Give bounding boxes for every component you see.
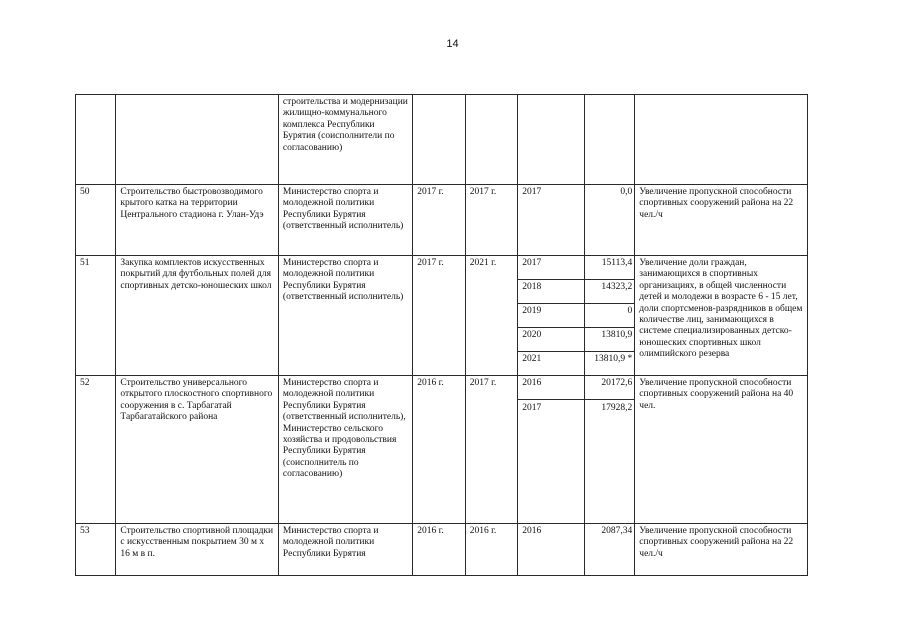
finance-year: 2020 <box>518 328 585 352</box>
finance-amount <box>584 95 634 185</box>
executor: Министерство спорта и молодежной политики Республики Бурятия (ответственный исполнитель) <box>278 256 412 376</box>
expected-result <box>635 95 808 185</box>
end-year: 2016 г. <box>465 524 518 576</box>
finance-amount: 20172,6 <box>584 376 634 400</box>
finance-amount: 2087,34 <box>584 524 634 576</box>
measures-table <box>75 94 808 576</box>
expected-result: Увеличение пропускной способности спортивных сооружений района на 40 чел. <box>635 376 808 524</box>
finance-year: 2019 <box>518 304 585 328</box>
finance-year: 2016 <box>518 524 585 576</box>
table-row-52 <box>76 376 808 400</box>
row-number: 53 <box>76 524 116 576</box>
table-row-continuation <box>76 95 808 185</box>
start-year: 2017 г. <box>413 256 466 376</box>
finance-amount: 13810,9 <box>584 328 634 352</box>
measure-name: Строительство спортивной площадки с искусственным покрытием 30 м х 16 м в п. <box>116 524 279 576</box>
measure-name: Закупка комплектов искусственных покрытий для футбольных полей для спортивных детско-юношеских школ <box>116 256 279 376</box>
finance-amount: 13810,9 * <box>584 352 634 376</box>
finance-amount: 0 <box>584 304 634 328</box>
start-year <box>413 95 466 185</box>
finance-year: 2017 <box>518 400 585 524</box>
executor: строительства и модернизации жилищно-коммунального комплекса Республики Бурятия (соисполнители по согласованию) <box>278 95 412 185</box>
finance-amount: 0,0 <box>584 185 634 256</box>
row-number: 52 <box>76 376 116 524</box>
measure-name <box>116 95 279 185</box>
start-year: 2016 г. <box>413 524 466 576</box>
executor: Министерство спорта и молодежной политики Республики Бурятия (ответственный исполнитель) <box>278 185 412 256</box>
executor: Министерство спорта и молодежной политики Республики Бурятия <box>278 524 412 576</box>
row-number: 51 <box>76 256 116 376</box>
finance-year <box>518 95 585 185</box>
measure-name: Строительство быстровозводимого крытого катка на территории Центрального стадиона г. Улан-Удэ <box>116 185 279 256</box>
end-year: 2017 г. <box>465 185 518 256</box>
expected-result: Увеличение доли граждан, занимающихся в спортивных организациях, в общей численности детей и молодежи в возрасте 6 - 15 лет, доли спортсменов-разрядников в общем количестве лиц, занимающихся в системе специализированных детско-юношеских спортивных школ олимпийского резерва <box>635 256 808 376</box>
table-row-53 <box>76 524 808 576</box>
finance-year: 2021 <box>518 352 585 376</box>
row-number: 50 <box>76 185 116 256</box>
row-number <box>76 95 116 185</box>
finance-amount: 14323,2 <box>584 280 634 304</box>
start-year: 2017 г. <box>413 185 466 256</box>
end-year: 2021 г. <box>465 256 518 376</box>
finance-amount: 15113,4 <box>584 256 634 280</box>
finance-year: 2016 <box>518 376 585 400</box>
end-year: 2017 г. <box>465 376 518 524</box>
finance-year: 2017 <box>518 185 585 256</box>
table-row-50 <box>76 185 808 256</box>
finance-year: 2018 <box>518 280 585 304</box>
finance-year: 2017 <box>518 256 585 280</box>
expected-result: Увеличение пропускной способности спортивных сооружений района на 22 чел./ч <box>635 185 808 256</box>
measure-name: Строительство универсального открытого плоскостного спортивного сооружения в с. Тарбагатай Тарбагатайского района <box>116 376 279 524</box>
executor: Министерство спорта и молодежной политики Республики Бурятия (ответственный исполнитель), Министерство сельского хозяйства и продовольствия Республики Бурятия (соисполнитель по согласованию) <box>278 376 412 524</box>
end-year <box>465 95 518 185</box>
expected-result: Увеличение пропускной способности спортивных сооружений района на 22 чел./ч <box>635 524 808 576</box>
table-row-51 <box>76 256 808 280</box>
page-number: 14 <box>446 38 459 50</box>
finance-amount: 17928,2 <box>584 400 634 524</box>
start-year: 2016 г. <box>413 376 466 524</box>
